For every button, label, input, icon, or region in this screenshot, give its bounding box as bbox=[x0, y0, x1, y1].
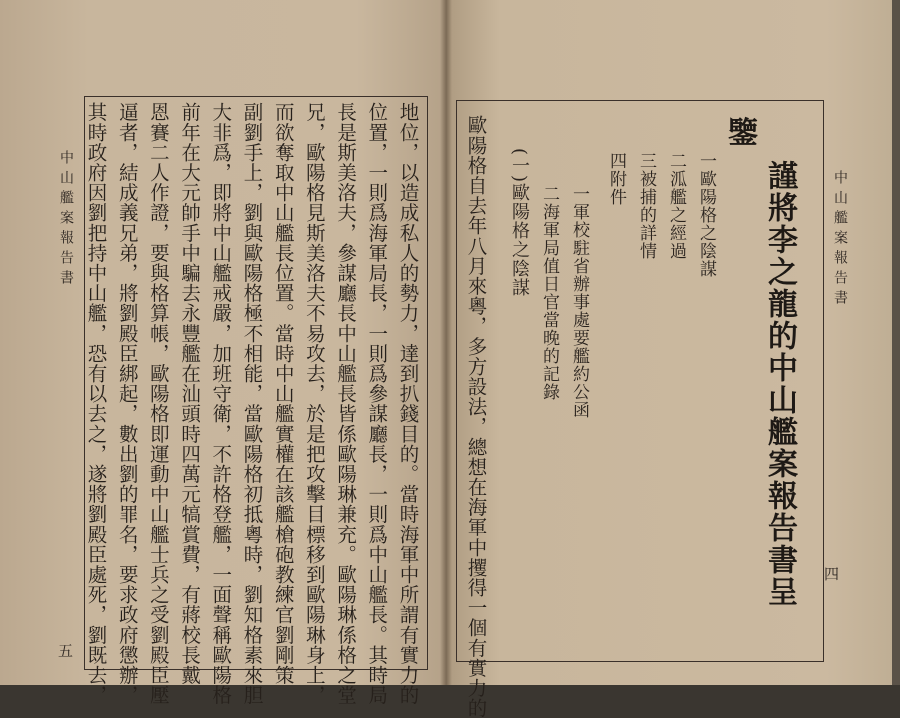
left-running-head: 中山艦案報告書 bbox=[58, 150, 74, 290]
toc-item-2: 二泒艦之經過 bbox=[666, 152, 686, 260]
left-body-column: 前年在大元帥手中騙去永豐艦在汕頭時四萬元犒賞費，有蔣校長戴 bbox=[178, 102, 202, 685]
right-page-number: 四 bbox=[824, 565, 840, 583]
left-body-column: 其時政府因劉把持中山艦，恐有以去之，遂將劉殿臣處死，劉既去， bbox=[84, 102, 108, 705]
salutation: 鑒 bbox=[728, 116, 758, 151]
left-body-column: 而欲奪取中山艦長位置。當時中山艦實權在該艦槍砲教練官劉剛策 bbox=[271, 102, 295, 685]
report-title: 謹將李之龍的中山艦案報告書呈 bbox=[762, 160, 797, 608]
attachment-item-1: 一軍校駐省辦事處要艦約公函 bbox=[569, 185, 589, 419]
right-body-column: 歐陽格自去年八月來粵，多方設法，總想在海軍中攫得一個有實力的 bbox=[464, 115, 488, 718]
toc-item-4: 四附件 bbox=[606, 152, 626, 206]
left-body-column: 位置，一則爲海軍局長，一則爲參謀廳長，一則爲中山艦長。其時局 bbox=[365, 102, 389, 705]
right-running-head: 中山艦案報告書 bbox=[832, 170, 848, 310]
toc-item-3: 三被捕的詳情 bbox=[636, 152, 656, 260]
page-edge bbox=[892, 0, 900, 685]
left-body-column: 逼者，結成義兄弟，將劉殿臣綁起，數出劉的罪名，要求政府懲辦， bbox=[115, 102, 139, 705]
section-heading: (一)歐陽格之陰謀 bbox=[509, 148, 530, 298]
attachment-item-2: 二海軍局值日官當晚的記錄 bbox=[539, 185, 559, 401]
left-page-number: 五 bbox=[58, 642, 74, 660]
left-body-column: 大非爲，即將中山艦戒嚴，加班守衛，不許格登艦，一面聲稱歐陽格 bbox=[209, 102, 233, 705]
left-body-column: 兄，歐陽格見斯美洛夫不易攻去，於是把攻擊目標移到歐陽琳身上， bbox=[302, 102, 326, 705]
toc-item-1: 一歐陽格之陰謀 bbox=[696, 152, 716, 278]
left-body-column: 副劉手上，劉與歐陽格極不相能，當歐陽格初抵粵時，劉知格素來胆 bbox=[240, 102, 264, 705]
left-body-column: 地位，以造成私人的勢力，達到扒錢目的。當時海軍中所謂有實力的 bbox=[396, 102, 420, 705]
left-body-column: 恩賽二人作證，要與格算帳，歐陽格即運動中山艦士兵之受劉殿臣壓 bbox=[146, 102, 170, 705]
left-body-column: 長是斯美洛夫，參謀廳長中山艦長皆係歐陽琳兼充。歐陽琳係格之堂 bbox=[334, 102, 358, 705]
book-gutter bbox=[440, 0, 452, 685]
